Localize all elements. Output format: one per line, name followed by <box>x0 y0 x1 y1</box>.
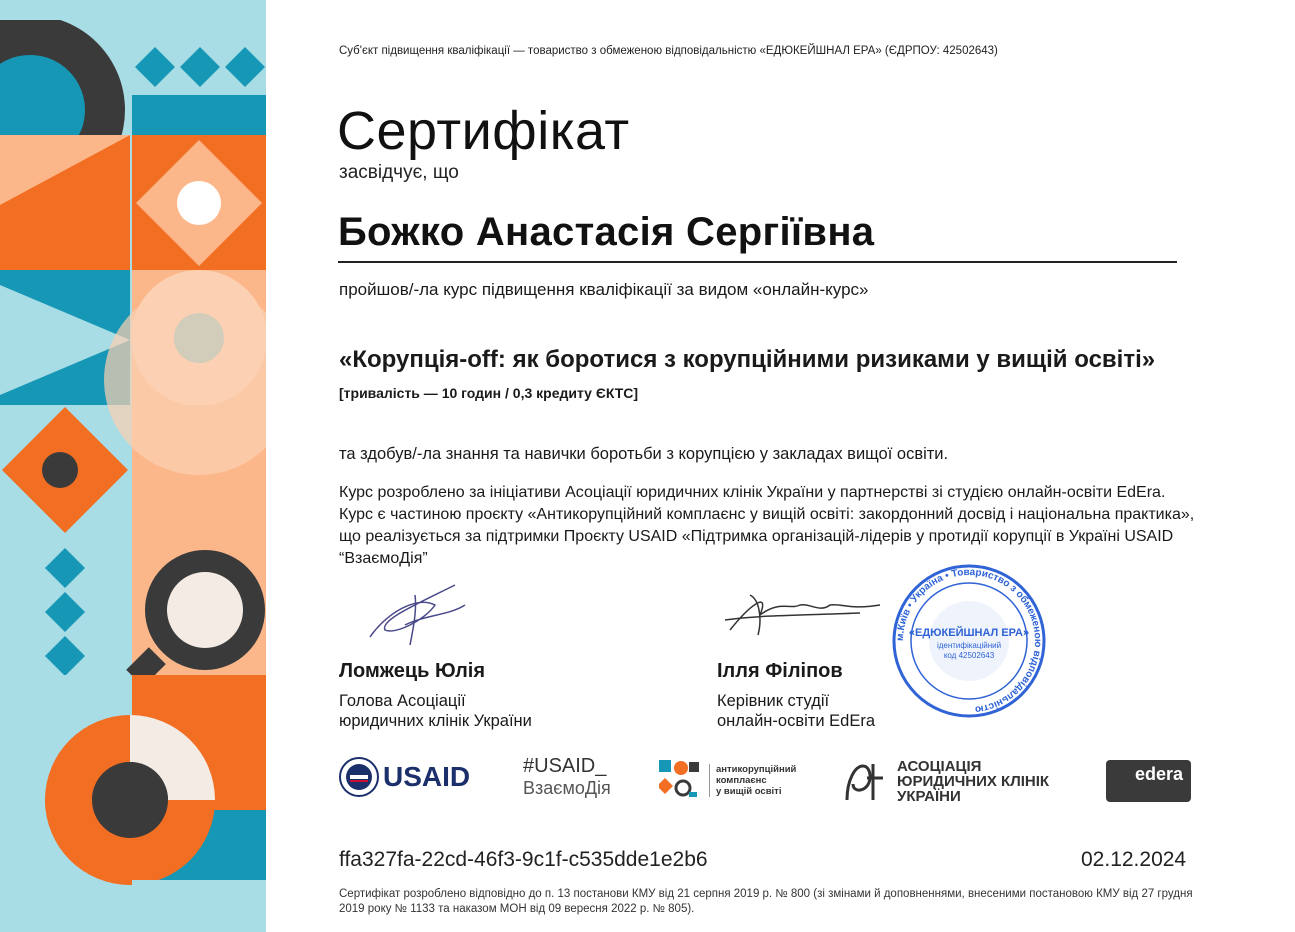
signatory-2-role-1: Керівник студії <box>717 692 830 710</box>
issue-date: 02.12.2024 <box>1081 848 1187 871</box>
stamp-outer-text: м.Київ • Україна • Товариство з обмеженою відповідальністю <box>894 566 1044 715</box>
legal-clinics-association-logo <box>843 759 1049 804</box>
decorative-pattern <box>0 0 266 932</box>
edera-wordmark: edera <box>1134 764 1183 784</box>
stamp-id-label: ідентифікаційний <box>936 641 1002 650</box>
usaid-seal-icon <box>339 757 379 797</box>
usaid-wordmark: USAID <box>383 761 471 792</box>
issuer-line: Суб'єкт підвищення кваліфікації — товариство з обмеженою відповідальністю «ЕДЮКЕЙШНАЛ ЕРА» (ЄДРПОУ: 42502643) <box>339 45 998 57</box>
gained-text: та здобув/-ла знання та навички боротьби з корупцією у закладах вищої освіти. <box>339 445 949 463</box>
signatory-1-name: Ломжець Юлія <box>339 660 486 682</box>
stamp-company-name: «ЕДЮКЕЙШНАЛ ЕРА» <box>908 627 1030 639</box>
signatory-1-role-2: юридичних клінік України <box>339 712 532 730</box>
anticorruption-compliance-logo <box>659 760 796 800</box>
signature-filipov <box>720 575 890 645</box>
signatory-2-name: Ілля Філіпов <box>717 660 843 682</box>
course-duration: [тривалість — 10 годин / 0,3 кредиту ЄКТС] <box>339 385 639 401</box>
anticorr-line-1: антикорупційний <box>716 763 797 775</box>
edera-logo <box>1106 760 1191 802</box>
certificate-id: ffa327fa-22cd-46f3-9c1f-c535dde1e2b6 <box>339 848 708 871</box>
association-mark-icon <box>843 760 889 804</box>
anticorr-line-3: у вищій освіті <box>716 785 782 797</box>
association-line-3: УКРАЇНИ <box>897 788 961 805</box>
vzaiemodiia-label: ВзаємоДія <box>523 778 611 798</box>
course-description: Курс розроблено за ініціативи Асоціації юридичних клінік України у партнерстві зі студією онлайн-освіти EdEra. Курс є частиною проєкту «Антикорупційний комплаєнс у вищій освіті: закордонний досвід і національна практика», що реалізується за підтримки Проєкту USAID «Підтримка організацій-лідерів у протидії корупції в Україні USAID “ВзаємоДія” <box>339 484 1195 567</box>
signatory-1-role-1: Голова Асоціації <box>339 692 466 710</box>
anticorruption-icon <box>659 760 701 800</box>
passed-text: пройшов/-ла курс підвищення кваліфікації за видом «онлайн-курс» <box>339 280 869 299</box>
stamp-id-code: код 42502643 <box>943 651 995 660</box>
signatory-1 <box>339 660 532 731</box>
association-line-1: АСОЦІАЦІЯ <box>897 758 982 775</box>
usaid-logo <box>339 757 470 797</box>
company-stamp <box>890 562 1048 720</box>
usaid-hashtag: #USAID_ <box>523 755 607 777</box>
signatory-2-role-2: онлайн-освіти EdEra <box>717 712 875 730</box>
signatory-2 <box>717 660 875 731</box>
recipient-name: Божко Анастасія Сергіївна <box>338 210 875 254</box>
course-title: «Корупція-off: як боротися з корупційними ризиками у вищій освіті» <box>339 346 1156 373</box>
association-line-2: ЮРИДИЧНИХ КЛІНІК <box>897 773 1050 790</box>
name-underline <box>338 261 1177 263</box>
certifies-text: засвідчує, що <box>339 162 459 183</box>
certificate-title: Сертифікат <box>337 101 630 161</box>
anticorr-line-2: комплаєнс <box>716 774 767 786</box>
signature-lomzhets <box>355 575 485 655</box>
legal-footnote: Сертифікат розроблено відповідно до п. 13 постанови КМУ від 21 серпня 2019 р. № 800 (зі змінами й доповненнями, внесеними постановою КМУ від 27 грудня 2019 року № 1133 та наказом МОН від 09 вересня 2022 р. № 805). <box>339 888 1193 915</box>
usaid-vzaiemodiia-logo <box>523 755 611 799</box>
